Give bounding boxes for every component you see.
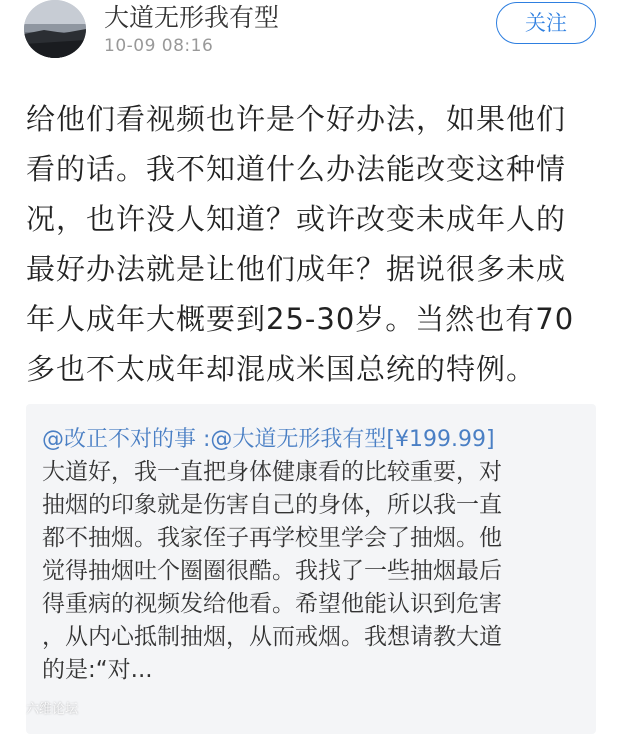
avatar-image [24, 0, 86, 58]
username[interactable]: 大道无形我有型 [104, 3, 280, 32]
watermark-text: 六维论坛 [26, 701, 79, 717]
quote-line: 觉得抽烟吐个圈圈很酷。我找了一些抽烟最后 [42, 558, 502, 584]
post-line: 最好办法就是让他们成年？据说很多未成 [26, 252, 567, 286]
post-line: 看的话。我不知道什么办法能改变这种情 [26, 152, 567, 186]
avatar[interactable] [24, 0, 86, 58]
quote-text [42, 456, 592, 687]
quote-line: ，从内心抵制抽烟，从而戒烟。我想请教大道 [42, 624, 502, 650]
quote-line: 都不抽烟。我家侄子再学校里学会了抽烟。他 [42, 525, 502, 551]
watermark [2, 696, 78, 718]
post-line: 年人成年大概要到25-30岁。当然也有70 [26, 302, 575, 336]
post-content [26, 94, 604, 394]
post-line: 况，也许没人知道？或许改变未成年人的 [26, 202, 567, 236]
post-timestamp: 10-09 08:16 [104, 36, 214, 56]
watermark-logo-icon [2, 698, 24, 716]
post-header [0, 0, 621, 70]
quote-line: 大道好，我一直把身体健康看的比较重要，对 [42, 459, 502, 485]
quoted-question[interactable] [26, 404, 596, 734]
quote-header-link[interactable]: @改正不对的事 :@大道无形我有型[¥199.99] [42, 427, 495, 452]
post-line: 给他们看视频也许是个好办法，如果他们 [26, 102, 567, 136]
quote-line: 抽烟的印象就是伤害自己的身体，所以我一直 [42, 492, 502, 518]
post-line: 多也不太成年却混成米国总统的特例。 [26, 352, 537, 386]
quote-line: 得重病的视频发给他看。希望他能认识到危害 [42, 591, 502, 617]
quote-line: 的是:“对... [42, 657, 153, 683]
follow-button[interactable]: 关注 [496, 2, 596, 44]
